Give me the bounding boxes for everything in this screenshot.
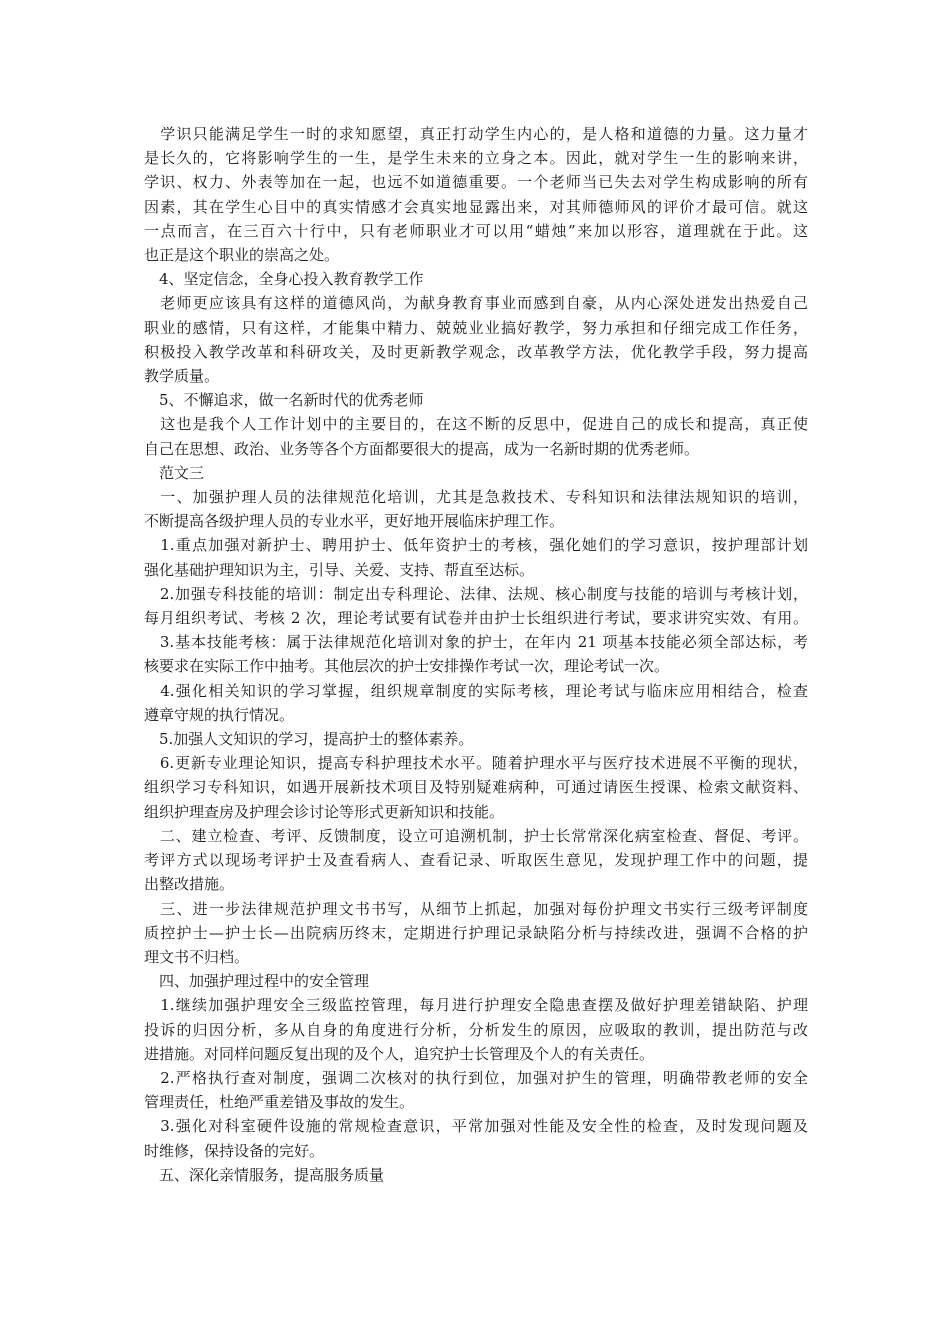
text-line: 一、加强护理人员的法律规范化培训，尤其是急救技术、专科知识和法律法规知识的培训，: [144, 488, 808, 507]
paragraph: [144, 1066, 808, 1114]
text-line: 出整改措施。: [144, 875, 235, 894]
paragraph: [144, 751, 808, 824]
text-line: 2.严格执行查对制度，强调二次核对的执行到位，加强对护生的管理，明确带教老师的安全: [144, 1068, 808, 1087]
text-line: 组织护理查房及护理会诊讨论等形式更新知识和技能。: [144, 802, 505, 821]
paragraph: [144, 824, 808, 897]
text-line: 因素，其在学生心目中的真实情感才会真实地显露出来，对其师德师风的评价才最可信。就这: [144, 197, 808, 216]
text-line: 投诉的归因分析，多从自身的角度进行分析，分析发生的原因，应吸取的教训，提出防范与改: [144, 1020, 808, 1039]
text-line: 职业的感情，只有这样，才能集中精力、兢兢业业搞好教学，努力承担和仔细完成工作任务，: [144, 318, 808, 337]
text-line: 不断提高各级护理人员的专业水平，更好地开展临床护理工作。: [144, 512, 565, 531]
paragraph: [144, 679, 808, 727]
text-line: 考评方式以现场考评护士及查看病人、查看记录、听取医生意见，发现护理工作中的问题，提: [144, 851, 808, 870]
text-line: 3.强化对科室硬件设施的常规检查意识，平常加强对性能及安全性的检查，及时发现问题及: [144, 1117, 808, 1136]
paragraph: [144, 993, 808, 1066]
text-line: 6.更新专业理论知识，提高专科护理技术水平。随着护理水平与医疗技术进展不平衡的现状，: [144, 754, 808, 773]
text-line: 核要求在实际工作中抽考。其他层次的护士安排操作考试一次，理论考试一次。: [144, 657, 670, 676]
text-line: 4.强化相关知识的学习掌握，组织规章制度的实际考核，理论考试与临床应用相结合，检查: [144, 681, 808, 700]
section-heading: [144, 388, 808, 412]
paragraph: [144, 727, 808, 751]
text-line: 遵章守规的执行情况。: [144, 705, 295, 724]
text-line: 5、不懈追求，做一名新时代的优秀老师: [144, 391, 424, 410]
text-line: 组织学习专科知识，如遇开展新技术项目及特别疑难病种，可通过请医生授课、检索文献资料、: [144, 778, 808, 797]
text-line: 范文三: [144, 463, 205, 482]
text-line: 是长久的，它将影响学生的一生，是学生未来的立身之本。因此，就对学生一生的影响来讲，: [144, 149, 808, 168]
paragraph: [144, 485, 808, 533]
text-line: 一点而言，在三百六十行中，只有老师职业才可以用“蜡烛”来加以形容，道理就在于此。这: [144, 221, 808, 240]
text-line: 4、坚定信念，全身心投入教育教学工作: [144, 270, 424, 289]
text-line: 三、进一步法律规范护理文书书写，从细节上抓起，加强对每份护理文书实行三级考评制度: [144, 899, 808, 918]
paragraph: [144, 412, 808, 460]
paragraph: [144, 291, 808, 388]
text-line: 积极投入教学改革和科研攻关，及时更新教学观念，改革教学方法，优化教学手段，努力提高: [144, 342, 808, 361]
text-line: 时维修，保持设备的完好。: [144, 1141, 325, 1160]
text-line: 3.基本技能考核：属于法律规范化培训对象的护士，在年内 21 项基本技能必须全部达标，考: [144, 633, 808, 652]
section-heading: [144, 267, 808, 291]
section-heading: [144, 461, 808, 485]
paragraph: [144, 122, 808, 267]
section-heading: [144, 969, 808, 993]
paragraph: [144, 1114, 808, 1162]
text-line: 1.重点加强对新护士、聘用护士、低年资护士的考核，强化她们的学习意识，按护理部计划: [144, 536, 808, 555]
text-line: 5.加强人文知识的学习，提高护士的整体素养。: [144, 730, 474, 749]
text-line: 质控护士—护士长—出院病历终末，定期进行护理记录缺陷分析与持续改进，强调不合格的护: [144, 923, 808, 942]
text-line: 这也是我个人工作计划中的主要目的，在这不断的反思中，促进自己的成长和提高，真正使: [144, 415, 808, 434]
text-line: 老师更应该具有这样的道德风尚，为献身教育事业而感到自豪，从内心深处迸发出热爱自己: [144, 294, 808, 313]
text-line: 每月组织考试、考核 2 次，理论考试要有试卷并由护士长组织进行考试，要求讲究实效、有用。: [144, 609, 808, 628]
text-line: 学识只能满足学生一时的求知愿望，真正打动学生内心的，是人格和道德的力量。这力量才: [144, 125, 808, 143]
paragraph: [144, 897, 808, 970]
paragraph: [144, 582, 808, 630]
text-line: 自己在思想、政治、业务等各个方面都要很大的提高，成为一名新时期的优秀老师。: [144, 439, 700, 458]
document-page: [144, 122, 808, 1187]
text-line: 管理责任，杜绝严重差错及事故的发生。: [144, 1093, 415, 1112]
text-line: 二、建立检查、考评、反馈制度，设立可追溯机制，护士长常常深化病室检查、督促、考评。: [144, 826, 808, 845]
paragraph: [144, 630, 808, 678]
text-line: 强化基础护理知识为主，引导、关爱、支持、帮直至达标。: [144, 560, 535, 579]
text-line: 理文书不归档。: [144, 947, 250, 966]
text-line: 五、深化亲情服务，提高服务质量: [144, 1165, 385, 1184]
text-line: 进措施。对同样问题反复出现的及个人，追究护士长管理及个人的有关责任。: [144, 1044, 655, 1063]
paragraph: [144, 533, 808, 581]
text-line: 教学质量。: [144, 367, 220, 386]
section-heading: [144, 1163, 808, 1187]
text-line: 也正是这个职业的崇高之处。: [144, 246, 340, 265]
text-line: 学识、权力、外表等加在一起，也远不如道德重要。一个老师当已失去对学生构成影响的所有: [144, 173, 808, 192]
text-line: 四、加强护理过程中的安全管理: [144, 972, 370, 991]
text-line: 2.加强专科技能的培训：制定出专科理论、法律、法规、核心制度与技能的培训与考核计划，: [144, 584, 808, 603]
text-line: 1.继续加强护理安全三级监控管理，每月进行护理安全隐患查摆及做好护理差错缺陷、护理: [144, 996, 808, 1015]
